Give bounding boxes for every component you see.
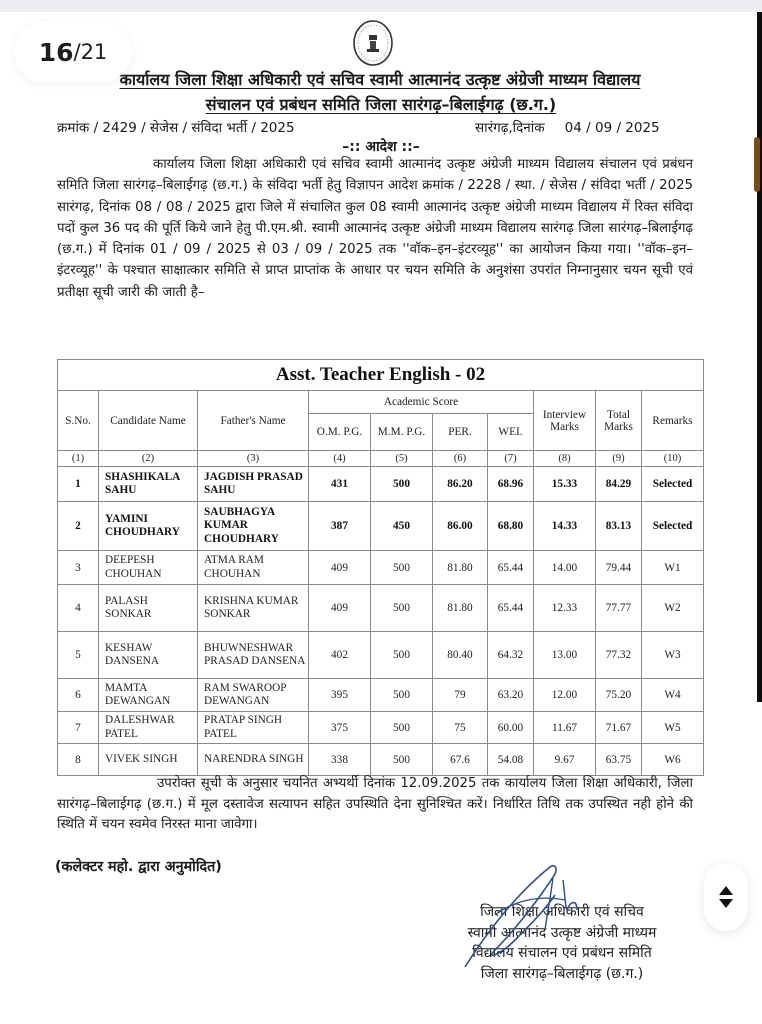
cell-interview: 15.33 (534, 467, 596, 502)
cell-per: 81.80 (433, 585, 488, 632)
header-sno: S.No. (58, 391, 99, 451)
column-index: (1) (58, 451, 99, 467)
table-row (58, 467, 704, 502)
cell-sno: 6 (58, 679, 99, 712)
table-title: Asst. Teacher English - 02 (58, 360, 704, 391)
order-body-text: कार्यालय जिला शिक्षा अधिकारी एवं सचिव स्वामी आत्मानंद उत्कृष्ट अंग्रेजी माध्यम विद्यालय संचालन एवं प्रबंधन समिति जिला सारंगढ़–बिलाईगढ़ (छ.ग.) के संविदा भर्ती हेतु विज्ञापन आदेश क्रमांक / 2228 / स्था. / सेजेस / संविदा भर्ती / 2025 सारंगढ़, दिनांक 08 / 08 / 2025 द्वारा जिले में संचालित कुल 08 स्वामी आत्मानंद उत्कृष्ट अंग्रेजी माध्यम विद्यालय में रिक्त संविदा पदों कुल 36 पद की पूर्ति किये जाने हेतु पी.एम.श्री. स्वामी आत्मानंद उत्कृष्ट अंग्रेजी माध्यम विद्यालय सारंगढ़ जिला सारंगढ़–बिलाईगढ़ (छ.ग.) में दिनांक 01 / 09 / 2025 से 03 / 09 / 2025 तक ''वॉक–इन–इंटरव्यूह'' का आयोजन किया गया। ''वॉक–इन–इंटरव्यूह'' के पश्चात साक्षात्कार समिति से प्राप्त प्राप्तांक के आधार पर चयन समिति के अनुशंसा उपरांत निम्नानुसार चयन सूची एवं प्रतीक्षा सूची जारी की जाती है– (57, 157, 693, 300)
order-body (57, 154, 693, 303)
cell-father: PRATAP SINGH PATEL (198, 712, 309, 744)
header-wei: WEI. (488, 414, 534, 451)
instructions-text: उपरोक्त सूची के अनुसार चयनित अभ्यर्थी दिनांक 12.09.2025 तक कार्यालय जिला शिक्षा अधिकारी, जिला सारंगढ़–बिलाईगढ़ (छ.ग.) में मूल दस्तावेज सत्यापन सहित उपस्थिति देना सुनिश्चित करें। निर्धारित तिथि तक उपस्थित नही होने की स्थिति में चयन स्वमेव निरस्त माना जावेगा। (57, 776, 693, 832)
cell-remarks: W2 (642, 585, 704, 632)
reference-number: क्रमांक / 2429 / सेजेस / संविदा भर्ती / 2025 (57, 120, 295, 136)
cell-total: 77.77 (596, 585, 642, 632)
cell-wei: 68.80 (488, 502, 534, 551)
cell-total: 75.20 (596, 679, 642, 712)
table-row (58, 712, 704, 744)
cell-per: 79 (433, 679, 488, 712)
cell-sno: 3 (58, 551, 99, 585)
cell-interview: 13.00 (534, 632, 596, 679)
cell-wei: 64.32 (488, 632, 534, 679)
cell-candidate: DALESHWAR PATEL (99, 712, 198, 744)
cell-father: RAM SWAROOP DEWANGAN (198, 679, 309, 712)
cell-remarks: W6 (642, 744, 704, 776)
cell-father: SAUBHAGYA KUMAR CHOUDHARY (198, 502, 309, 551)
table-row (58, 551, 704, 585)
place-date-label: सारंगढ़,दिनांक (475, 120, 545, 136)
cell-interview: 12.33 (534, 585, 596, 632)
cell-candidate: YAMINI CHOUDHARY (99, 502, 198, 551)
cell-wei: 68.96 (488, 467, 534, 502)
cell-candidate: VIVEK SINGH (99, 744, 198, 776)
cell-remarks: W1 (642, 551, 704, 585)
column-index: (2) (99, 451, 198, 467)
cell-father: BHUWNESHWAR PRASAD DANSENA (198, 632, 309, 679)
cell-total: 71.67 (596, 712, 642, 744)
cell-father: KRISHNA KUMAR SONKAR (198, 585, 309, 632)
cell-candidate: MAMTA DEWANGAN (99, 679, 198, 712)
cell-interview: 12.00 (534, 679, 596, 712)
cell-mm: 500 (371, 712, 433, 744)
cell-mm: 500 (371, 632, 433, 679)
cell-mm: 500 (371, 585, 433, 632)
cell-sno: 1 (58, 467, 99, 502)
page-separator: / (73, 40, 81, 64)
selection-table (57, 359, 703, 776)
cell-om: 431 (309, 467, 371, 502)
cell-sno: 7 (58, 712, 99, 744)
cell-remarks: W4 (642, 679, 704, 712)
cell-father: JAGDISH PRASAD SAHU (198, 467, 309, 502)
cell-sno: 4 (58, 585, 99, 632)
table-row (58, 585, 704, 632)
header-candidate-name: Candidate Name (99, 391, 198, 451)
cell-per: 75 (433, 712, 488, 744)
cell-candidate: DEEPESH CHOUHAN (99, 551, 198, 585)
office-header-line2: संचालन एवं प्रबंधन समिति जिला सारंगढ़–बिलाईगढ़ (छ.ग.) (205, 95, 557, 114)
up-down-arrows-icon (718, 884, 734, 910)
place-date (475, 118, 660, 136)
cell-wei: 65.44 (488, 551, 534, 585)
total-pages: 21 (80, 40, 108, 64)
order-title: –:: आदेश ::– (342, 139, 420, 155)
cell-om: 387 (309, 502, 371, 551)
cell-per: 67.6 (433, 744, 488, 776)
approval-note: (कलेक्टर महो. द्वारा अनुमोदित) (55, 859, 222, 875)
table-row (58, 502, 704, 551)
cell-wei: 54.08 (488, 744, 534, 776)
cell-om: 409 (309, 551, 371, 585)
cell-mm: 500 (371, 679, 433, 712)
order-date: 04 / 09 / 2025 (564, 120, 660, 136)
table-row (58, 744, 704, 776)
cell-candidate: SHASHIKALA SAHU (99, 467, 198, 502)
cell-sno: 8 (58, 744, 99, 776)
header-remarks: Remarks (642, 391, 704, 451)
cell-om: 375 (309, 712, 371, 744)
cell-total: 79.44 (596, 551, 642, 585)
government-emblem-icon (351, 19, 395, 67)
header-father-name: Father's Name (198, 391, 309, 451)
cell-wei: 65.44 (488, 585, 534, 632)
cell-father: ATMA RAM CHOUHAN (198, 551, 309, 585)
cell-father: NARENDRA SINGH (198, 744, 309, 776)
cell-candidate: PALASH SONKAR (99, 585, 198, 632)
handwritten-signature (455, 855, 585, 975)
column-index: (5) (371, 451, 433, 467)
column-index: (8) (534, 451, 596, 467)
cell-remarks: W3 (642, 632, 704, 679)
cell-wei: 63.20 (488, 679, 534, 712)
cell-candidate: KESHAW DANSENA (99, 632, 198, 679)
column-index: (6) (433, 451, 488, 467)
header-om-pg: O.M. P.G. (309, 414, 371, 451)
cell-total: 83.13 (596, 502, 642, 551)
cell-interview: 14.00 (534, 551, 596, 585)
column-index: (9) (596, 451, 642, 467)
cell-om: 409 (309, 585, 371, 632)
cell-total: 84.29 (596, 467, 642, 502)
cell-remarks: Selected (642, 502, 704, 551)
cell-om: 402 (309, 632, 371, 679)
table-row (58, 679, 704, 712)
cell-per: 86.00 (433, 502, 488, 551)
cell-interview: 11.67 (534, 712, 596, 744)
column-index: (7) (488, 451, 534, 467)
current-page: 16 (38, 37, 74, 67)
column-index-row (58, 451, 704, 467)
cell-total: 63.75 (596, 744, 642, 776)
header-total-marks: Total Marks (596, 391, 642, 451)
column-index: (10) (642, 451, 704, 467)
header-academic-score: Academic Score (309, 391, 534, 414)
page-edge-shadow (757, 12, 762, 702)
header-interview-marks: Interview Marks (534, 391, 596, 451)
cell-per: 86.20 (433, 467, 488, 502)
cell-om: 395 (309, 679, 371, 712)
office-header-line1: कार्यालय जिला शिक्षा अधिकारी एवं सचिव स्वामी आत्मानंद उत्कृष्ट अंग्रेजी माध्यम विद्यालय (119, 70, 641, 89)
cell-remarks: W5 (642, 712, 704, 744)
signatory-line: जिला सारंगढ़–बिलाईगढ़ (छ.ग.) (480, 965, 644, 982)
cell-total: 77.32 (596, 632, 642, 679)
cell-per: 80.40 (433, 632, 488, 679)
cell-interview: 14.33 (534, 502, 596, 551)
cell-mm: 450 (371, 502, 433, 551)
cell-remarks: Selected (642, 467, 704, 502)
column-index: (4) (309, 451, 371, 467)
table-row (58, 632, 704, 679)
signatory-line: विद्यालय संचालन एवं प्रबंधन समिति (472, 945, 652, 961)
cell-interview: 9.67 (534, 744, 596, 776)
cell-sno: 2 (58, 502, 99, 551)
cell-mm: 500 (371, 467, 433, 502)
cell-per: 81.80 (433, 551, 488, 585)
column-index: (3) (198, 451, 309, 467)
cell-mm: 500 (371, 744, 433, 776)
page-counter (14, 22, 132, 82)
scroll-button[interactable] (704, 863, 748, 931)
cell-om: 338 (309, 744, 371, 776)
cell-mm: 500 (371, 551, 433, 585)
header-per: PER. (433, 414, 488, 451)
cell-sno: 5 (58, 632, 99, 679)
header-mm-pg: M.M. P.G. (371, 414, 433, 451)
signatory-line: जिला शिक्षा अधिकारी एवं सचिव (480, 904, 644, 920)
cell-wei: 60.00 (488, 712, 534, 744)
instructions-paragraph (57, 774, 693, 836)
viewer-top-bar (0, 0, 762, 12)
signatory-line: स्वामी आत्मानंद उत्कृष्ट अंग्रेजी माध्यम (467, 924, 657, 941)
